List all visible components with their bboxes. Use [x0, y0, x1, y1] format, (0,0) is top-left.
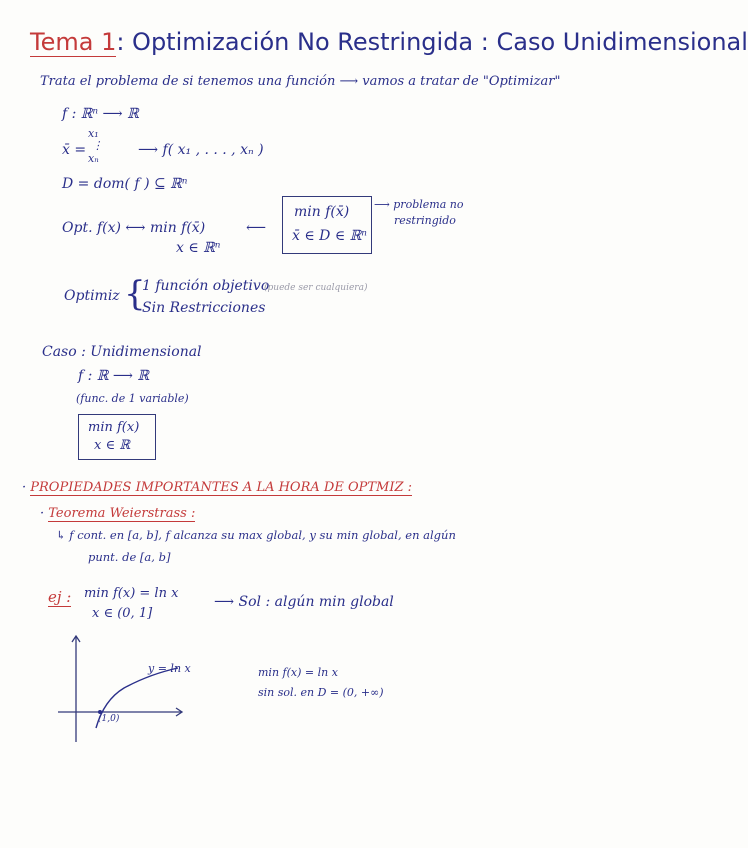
caso-heading: Caso : Unidimensional	[42, 344, 202, 360]
intro-text: Trata el problema de si tenemos una función ⟶ vamos a tratar de "Optimizar"	[40, 74, 561, 89]
propiedades-heading-text: PROPIEDADES IMPORTANTES A LA HORA DE OPTMIZ :	[30, 480, 413, 495]
bullet: ·	[40, 506, 49, 521]
opt-arrow: ⟵	[246, 220, 267, 236]
ejemplo-solution: ⟶ Sol : algún min global	[214, 594, 394, 610]
optimiz-line1-note: (puede ser cualquiera)	[264, 283, 368, 293]
opt-note-line2: restringido	[394, 214, 456, 227]
graph-point-label: (1,0)	[98, 714, 120, 724]
optimiz-line1: 1 función objetivo	[142, 278, 270, 294]
ejemplo-line2: x ∈ (0, 1]	[92, 606, 153, 621]
ejemplo-right-line2: sin sol. en D = (0, +∞)	[258, 686, 384, 699]
opt-box-line1: min f(x̄)	[294, 204, 350, 220]
f-map-definition: f : ℝⁿ ⟶ ℝ	[62, 106, 139, 122]
domain-definition: D = dom( f ) ⊆ ℝⁿ	[62, 176, 188, 192]
ejemplo-right-line1: min f(x) = ln x	[258, 666, 338, 679]
ejemplo-label-text: ej :	[48, 588, 72, 606]
x-vector-top: x₁	[88, 127, 99, 140]
optimiz-line2: Sin Restricciones	[142, 300, 266, 316]
caso-note: (func. de 1 variable)	[76, 392, 189, 405]
x-vector-bot: xₙ	[88, 152, 99, 165]
caso-box-line1: min f(x)	[88, 420, 140, 435]
ejemplo-line1: min f(x) = ln x	[84, 586, 179, 601]
title-rest: : Optimización No Restringida : Caso Unidimensional	[116, 28, 748, 56]
graph-curve-label: y = ln x	[148, 662, 191, 675]
opt-subscript: x ∈ ℝⁿ	[176, 240, 221, 256]
bullet: ·	[22, 480, 31, 495]
opt-note-line1: ⟶ problema no	[374, 198, 464, 211]
teorema-label-text: Teorema Weierstrass :	[48, 506, 196, 521]
optimiz-brace: {	[124, 274, 146, 314]
opt-equivalence: Opt. f(x) ⟷ min f(x̄)	[62, 220, 206, 236]
caso-box-line2: x ∈ ℝ	[94, 438, 131, 453]
x-vector-lhs: x̄ =	[62, 142, 87, 158]
opt-box-line2: x̄ ∈ D ∈ ℝⁿ	[292, 228, 367, 244]
caso-map: f : ℝ ⟶ ℝ	[78, 368, 150, 384]
title-tema: Tema 1	[30, 28, 117, 56]
teorema-line1: ↳ f cont. en [a, b], f alcanza su max global, y su min global, en algún	[56, 528, 456, 542]
x-vector-rhs: ⟶ f( x₁ , . . . , xₙ )	[138, 142, 264, 158]
optimiz-label: Optimiz	[64, 288, 120, 304]
x-vector-mid: ⋮	[92, 139, 103, 152]
teorema-line2: punt. de [a, b]	[88, 550, 171, 564]
